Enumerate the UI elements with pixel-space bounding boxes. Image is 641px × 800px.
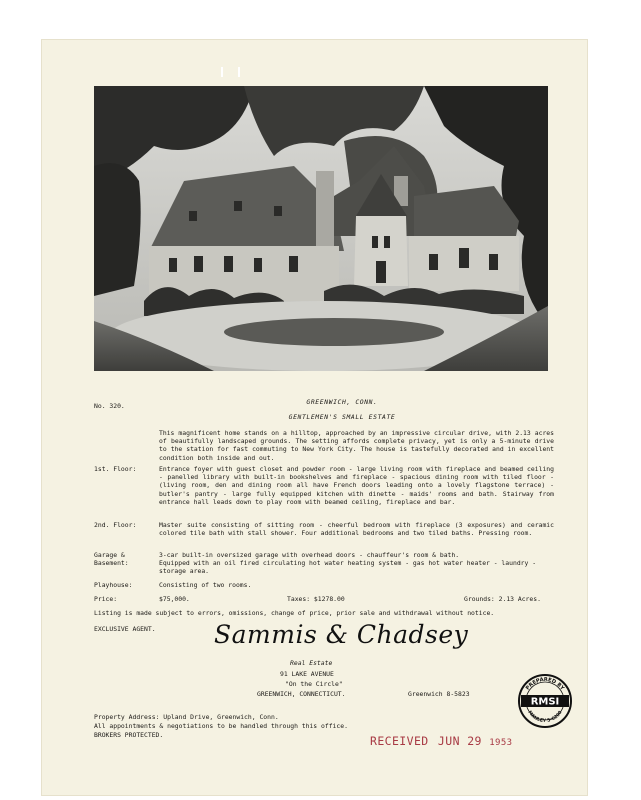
received-stamp-year: 1953 [489,738,513,748]
price-label: Price: [94,595,118,603]
received-stamp-label: RECEIVED [370,734,429,748]
agent-address-line-2: "On the Circle" [285,680,343,688]
agent-address-line-1: 91 LAKE AVENUE [280,670,334,678]
price-value: $75,000. [159,595,190,603]
agent-address-line-3: GREENWICH, CONNECTICUT. [257,690,346,698]
intro-paragraph: This magnificent home stands on a hilltop, approached by an impressive circular drive, with 2.13 acres of beautifully landscaped grounds. The setting affords complete privacy, yet is only a 5-minute drive to the station for fast commuting to New York City. The house is tastefully decorated and in excellent condition both inside and out. [159,429,554,462]
section-text-playhouse: Consisting of two rooms. [159,581,252,589]
punch-mark [238,67,240,77]
listing-number: No. 320. [94,402,125,410]
svg-text:RMSI: RMSI [530,696,560,708]
house-photo [94,86,548,371]
exclusive-agent: EXCLUSIVE AGENT. [94,625,156,633]
section-text-1st-floor: Entrance foyer with guest closet and powder room - large living room with fireplace and beamed ceiling - panelled library with built-in bookshelves and fireplace - spacious dining room with tiled floor - (living room, den and dining room all have French doors leading onto a lovely flagstone terrace) - butler's pantry - large fully equipped kitchen with dinette - maids' rooms and bath. Stairway from entrance hall leads down to play room with beamed ceiling, fireplace and bar. [159,465,554,506]
agent-phone: Greenwich 8-5823 [408,690,470,698]
section-label-playhouse: Playhouse: [94,581,133,589]
listing-subtitle: GENTLEMEN'S SMALL ESTATE [288,413,396,421]
brokers-protected: BROKERS PROTECTED. [94,731,164,739]
agent-tagline: Real Estate [290,659,333,667]
grounds-value: Grounds: 2.13 Acres. [464,595,541,603]
appointments-note: All appointments & negotiations to be handled through this office. [94,722,348,730]
listing-location: GREENWICH, CONN. [306,398,378,406]
svg-text:MANLEY 5-6200: MANLEY 5-6200 [526,710,564,725]
listing-sheet [42,40,587,795]
received-stamp-date: JUN 29 [437,734,482,748]
property-address: Property Address: Upland Drive, Greenwich, Conn. [94,713,279,721]
svg-text:PREPARED BY: PREPARED BY [524,676,566,692]
section-label-1st-floor: 1st. Floor: [94,465,137,473]
section-label-2nd-floor: 2nd. Floor: [94,521,137,529]
disclaimer: Listing is made subject to errors, omissions, change of price, prior sale and withdrawal without notice. [94,609,495,617]
taxes-value: Taxes: $1278.00 [287,595,345,603]
rmsi-seal-logo [517,673,573,729]
section-text-garage: 3-car built-in oversized garage with overhead doors - chauffeur's room & bath. Equipped with an oil fired circulating hot water heating system - gas hot water heater - laundry - storage area. [159,551,537,576]
received-stamp [370,734,512,748]
section-label-garage: Garage & Basement: [94,551,129,568]
punch-mark [221,67,223,77]
section-text-2nd-floor: Master suite consisting of sitting room - cheerful bedroom with fireplace (3 exposures) and ceramic colored tile bath with stall shower. Four additional bedrooms and two tiled baths. Pressing room. [159,521,554,538]
house-photo-graphic [94,86,548,371]
agent-name: Sammis & Chadsey [214,620,469,649]
